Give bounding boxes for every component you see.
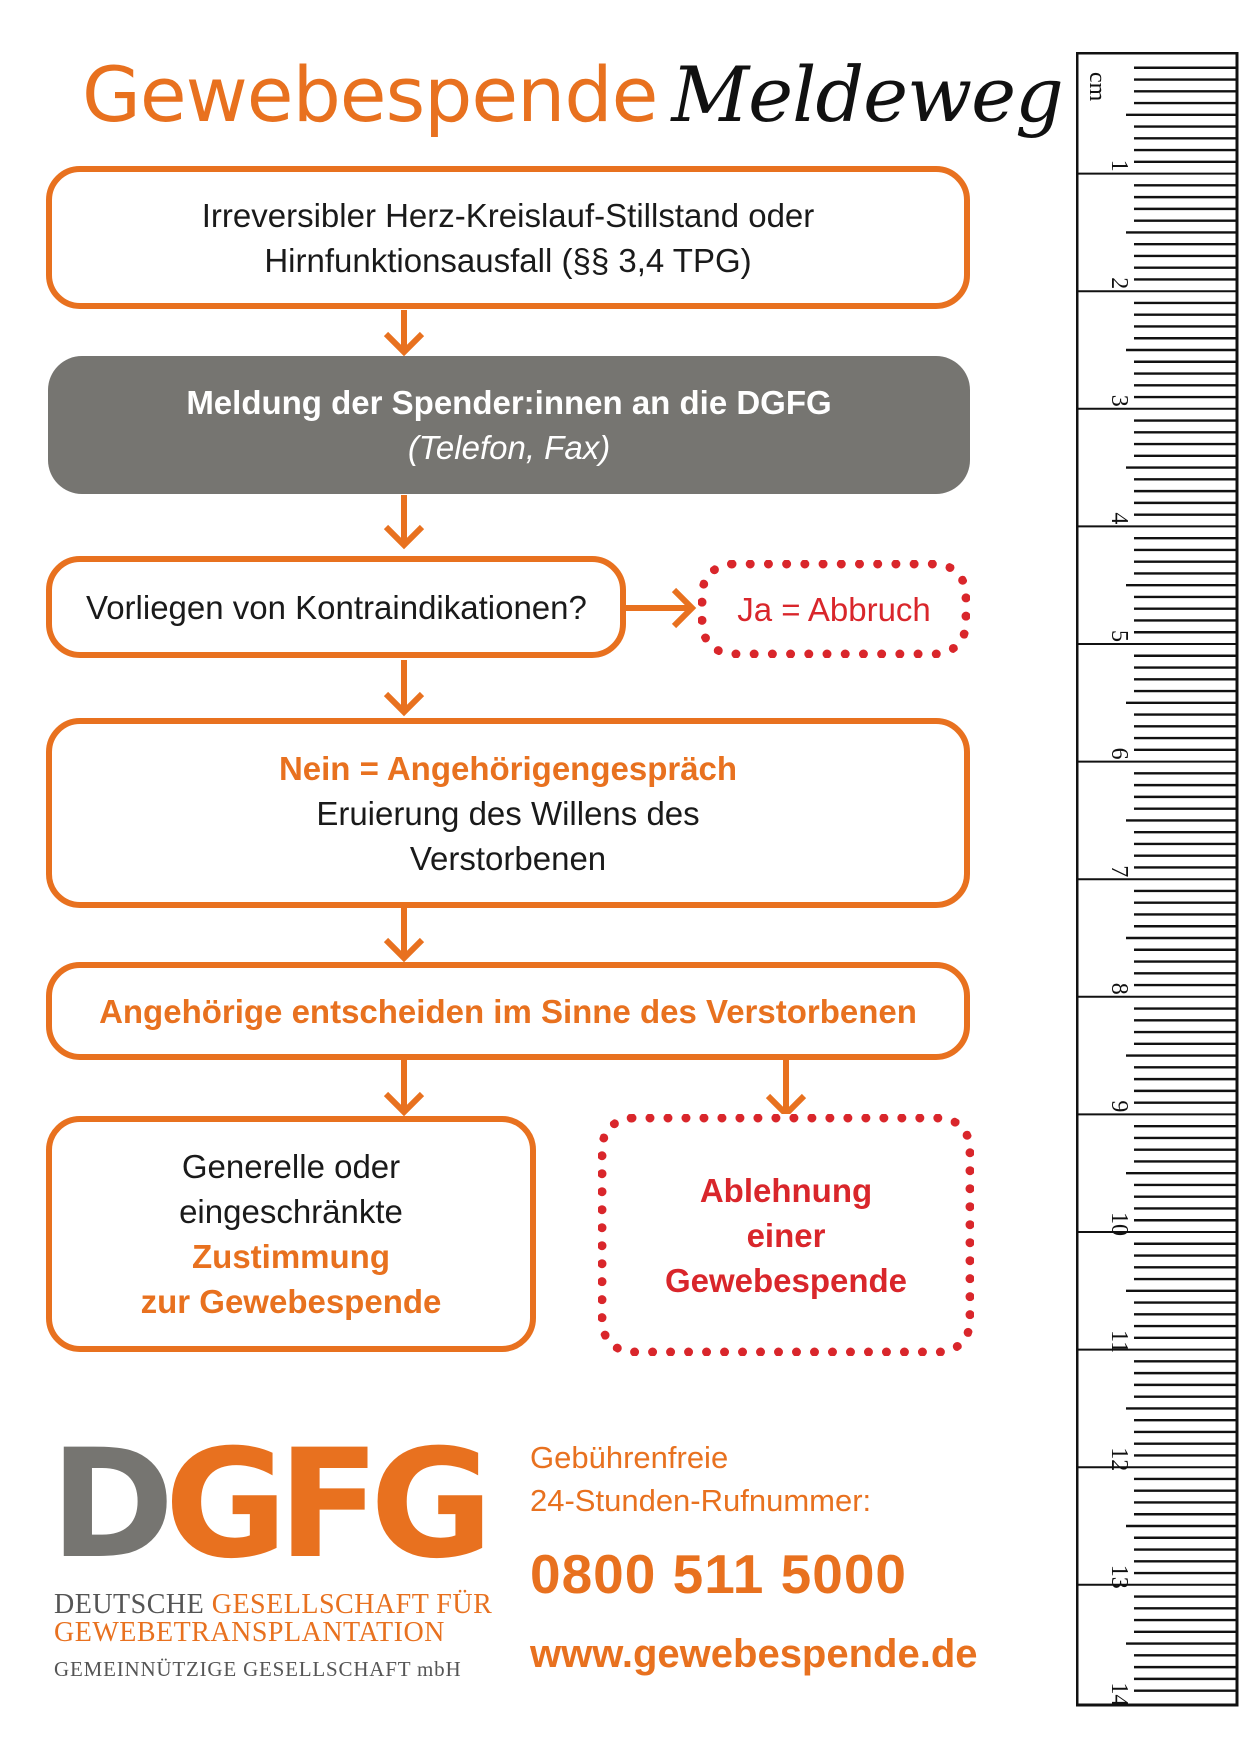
step3-question: Vorliegen von Kontraindikationen?	[86, 588, 587, 626]
step1-line2: Hirnfunktionsausfall (§§ 3,4 TPG)	[264, 241, 752, 279]
ruler-number: 14	[1106, 1682, 1132, 1707]
ruler-number: 3	[1106, 394, 1132, 407]
result-consent	[46, 1116, 536, 1352]
ruler-number: 5	[1106, 630, 1132, 642]
step-contraindications	[46, 556, 626, 658]
logo-line3: GEMEINNÜTZIGE GESELLSCHAFT mbH	[54, 1657, 462, 1681]
result-refusal	[598, 1114, 974, 1356]
step5-title: Angehörige entscheiden im Sinne des Verstorbenen	[99, 992, 917, 1030]
step3-yes: Ja = Abbruch	[737, 590, 931, 628]
logo-line1	[54, 1590, 492, 1620]
logo-letters-gfg: GFG	[164, 1418, 484, 1592]
logo-line1-orange: GESELLSCHAFT FÜR	[211, 1589, 493, 1620]
ruler-number: 2	[1106, 277, 1132, 290]
title-main: Gewebespende	[82, 50, 658, 139]
page-title	[82, 50, 1063, 150]
hotline-label-line2: 24-Stunden-Rufnummer:	[530, 1483, 872, 1518]
step-family-decides	[46, 962, 970, 1060]
refusal-line2: einer	[746, 1216, 826, 1254]
dgfg-logo	[50, 1418, 484, 1592]
ruler-number: 11	[1106, 1330, 1132, 1354]
step-report-dgfg	[48, 356, 970, 494]
refusal-line3: Gewebespende	[664, 1261, 908, 1299]
step-family-conversation	[46, 718, 970, 908]
ruler-number: 10	[1106, 1212, 1132, 1236]
logo-line1-black: DEUTSCHE	[54, 1589, 212, 1620]
step4-title: Nein = Angehörigengespräch	[278, 749, 738, 787]
step4-line1: Eruierung des Willens des	[316, 794, 700, 832]
consent-line4: zur Gewebespende	[140, 1283, 442, 1320]
arrow-down-icon	[382, 908, 426, 964]
hotline-label	[530, 1436, 871, 1522]
consent-line1: Generelle oder	[181, 1148, 401, 1185]
ruler-number: 9	[1106, 1100, 1132, 1113]
title-script: Meldeweg	[671, 50, 1063, 139]
centimeter-ruler	[1076, 52, 1240, 1708]
step4-line2: Verstorbenen	[409, 839, 607, 877]
arrow-down-icon	[382, 660, 426, 718]
ruler-number: 1	[1106, 159, 1132, 172]
consent-line3: Zustimmung	[192, 1238, 390, 1275]
refusal-line1: Ablehnung	[699, 1171, 873, 1209]
consent-line2: eingeschränkte	[179, 1193, 403, 1230]
step-cardiac-arrest	[46, 166, 970, 309]
arrow-down-icon	[764, 1060, 808, 1120]
ruler-number: 13	[1106, 1564, 1132, 1589]
logo-line2: GEWEBETRANSPLANTATION	[54, 1617, 445, 1648]
ruler-unit-label: cm	[1084, 72, 1110, 102]
website-link[interactable]: www.gewebespende.de	[530, 1632, 978, 1676]
arrow-right-icon	[626, 586, 698, 630]
ruler-number: 6	[1106, 747, 1132, 760]
step1-line1: Irreversibler Herz-Kreislauf-Stillstand oder	[201, 196, 815, 234]
hotline-label-line1: Gebührenfreie	[530, 1440, 729, 1475]
arrow-down-icon	[382, 310, 426, 358]
step2-title: Meldung der Spender:innen an die DGFG	[186, 384, 832, 421]
arrow-down-icon	[382, 1060, 426, 1118]
hotline-number: 0800 511 5000	[530, 1543, 907, 1605]
arrow-down-icon	[382, 495, 426, 551]
ruler-number: 4	[1106, 512, 1132, 525]
step2-subtitle: (Telefon, Fax)	[407, 429, 611, 466]
ruler-number: 8	[1106, 982, 1132, 995]
result-abort	[698, 560, 970, 658]
ruler-number: 12	[1106, 1447, 1132, 1472]
logo-letter-d: D	[50, 1418, 165, 1592]
ruler-number: 7	[1106, 865, 1132, 878]
